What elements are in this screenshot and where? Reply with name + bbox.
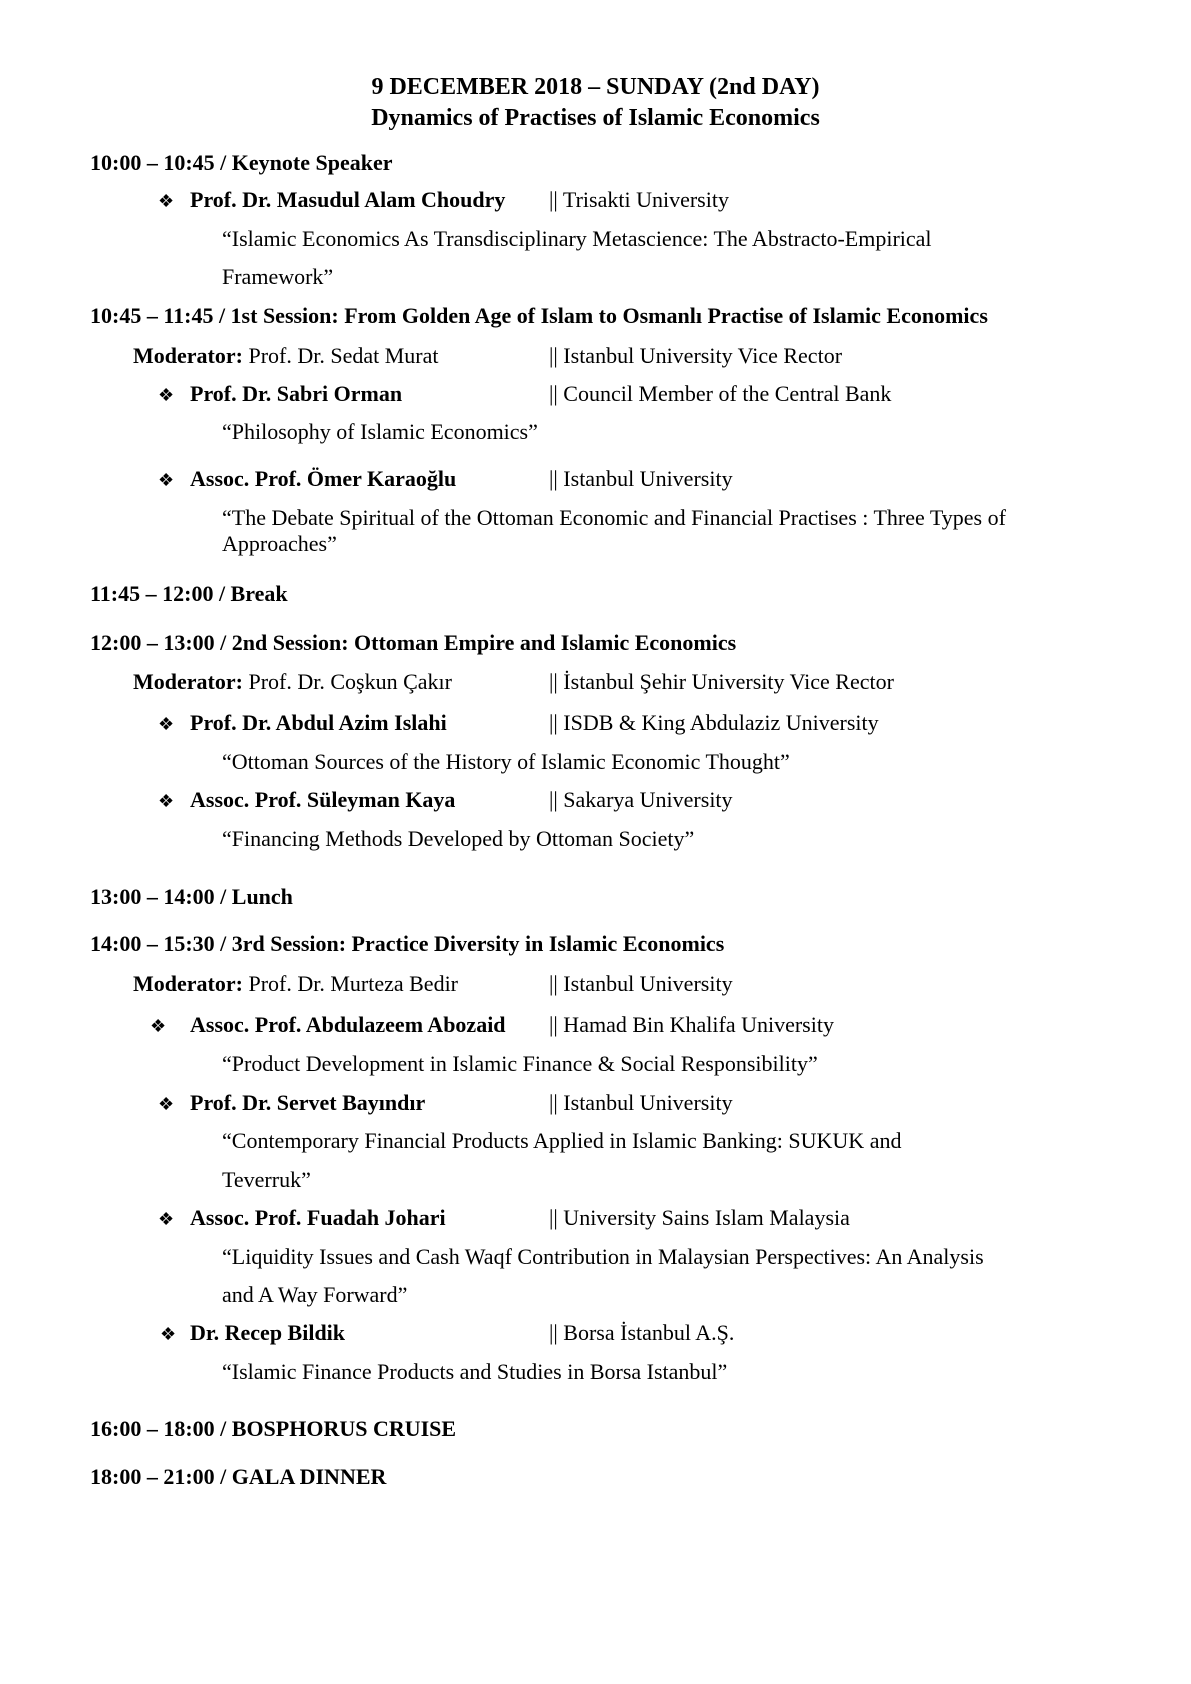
speaker-affiliation: || University Sains Islam Malaysia [549,1205,850,1230]
bullet-diamond-icon: ❖ [158,191,175,211]
speaker-affiliation: || Council Member of the Central Bank [549,381,892,406]
talk-title-continued: and A Way Forward” [222,1282,408,1307]
keynote-heading: 10:00 – 10:45 / Keynote Speaker [90,150,393,175]
speaker-name: Prof. Dr. Abdul Azim Islahi [190,710,447,735]
session3-heading: 14:00 – 15:30 / 3rd Session: Practice Diversity in Islamic Economics [90,931,725,956]
talk-title: “Liquidity Issues and Cash Waqf Contribution in Malaysian Perspectives: An Analysis [222,1244,984,1269]
speaker-name: Assoc. Prof. Abdulazeem Abozaid [190,1012,506,1037]
speaker-affiliation: || Sakarya University [549,787,733,812]
break-heading: 11:45 – 12:00 / Break [90,581,288,606]
bullet-diamond-icon: ❖ [158,1209,175,1229]
speaker-name: Assoc. Prof. Fuadah Johari [190,1205,446,1230]
talk-title: “Islamic Finance Products and Studies in Borsa Istanbul” [222,1359,728,1384]
moderator-name: Prof. Dr. Sedat Murat [242,343,439,368]
moderator-label: Moderator: [133,343,243,368]
speaker-name: Prof. Dr. Servet Bayındır [190,1090,426,1115]
talk-title-continued: Teverruk” [222,1167,311,1192]
speaker-name: Prof. Dr. Masudul Alam Choudry [190,187,506,212]
dinner-heading: 18:00 – 21:00 / GALA DINNER [90,1464,387,1489]
cruise-heading: 16:00 – 18:00 / BOSPHORUS CRUISE [90,1416,457,1441]
page-subtitle: Dynamics of Practises of Islamic Economics [371,105,820,131]
moderator-name: Prof. Dr. Murteza Bedir [242,971,459,996]
moderator-affiliation: || İstanbul Şehir University Vice Rector [549,669,894,694]
moderator-label: Moderator: [133,669,243,694]
talk-title: “Financing Methods Developed by Ottoman Society” [222,826,695,851]
speaker-affiliation: || Borsa İstanbul A.Ş. [549,1320,735,1345]
speaker-affiliation: || Hamad Bin Khalifa University [549,1012,834,1037]
talk-title: “The Debate Spiritual of the Ottoman Economic and Financial Practises : Three Types of [222,505,1006,530]
talk-title: “Product Development in Islamic Finance & Social Responsibility” [222,1051,818,1076]
talk-title: “Philosophy of Islamic Economics” [222,419,538,444]
speaker-name: Prof. Dr. Sabri Orman [190,381,403,406]
bullet-diamond-icon: ❖ [150,1016,167,1036]
moderator-line [133,343,438,369]
bullet-diamond-icon: ❖ [158,470,175,490]
bullet-diamond-icon: ❖ [158,1094,175,1114]
talk-title: “Contemporary Financial Products Applied in Islamic Banking: SUKUK and [222,1128,902,1153]
lunch-heading: 13:00 – 14:00 / Lunch [90,884,293,909]
bullet-diamond-icon: ❖ [158,385,175,405]
speaker-affiliation: || Istanbul University [549,1090,733,1115]
bullet-diamond-icon: ❖ [160,1324,177,1344]
speaker-affiliation: || ISDB & King Abdulaziz University [549,710,879,735]
moderator-affiliation: || Istanbul University [549,971,733,996]
bullet-diamond-icon: ❖ [158,714,175,734]
speaker-name: Assoc. Prof. Ömer Karaoğlu [190,466,457,491]
session1-heading: 10:45 – 11:45 / 1st Session: From Golden Age of Islam to Osmanlı Practise of Islamic Economics [90,303,988,328]
page-title: 9 DECEMBER 2018 – SUNDAY (2nd DAY) [371,74,820,100]
talk-title-continued: Framework” [222,264,334,289]
speaker-affiliation: || Istanbul University [549,466,733,491]
speaker-name: Assoc. Prof. Süleyman Kaya [190,787,456,812]
speaker-affiliation: || Trisakti University [549,187,729,212]
moderator-label: Moderator: [133,971,243,996]
moderator-name: Prof. Dr. Coşkun Çakır [242,669,452,694]
bullet-diamond-icon: ❖ [158,791,175,811]
talk-title-continued: Approaches” [222,531,337,556]
session2-heading: 12:00 – 13:00 / 2nd Session: Ottoman Empire and Islamic Economics [90,630,737,655]
moderator-line [133,971,458,997]
talk-title: “Islamic Economics As Transdisciplinary Metascience: The Abstracto-Empirical [222,226,932,251]
talk-title: “Ottoman Sources of the History of Islamic Economic Thought” [222,749,790,774]
speaker-name: Dr. Recep Bildik [190,1320,346,1345]
moderator-affiliation: || Istanbul University Vice Rector [549,343,843,368]
moderator-line [133,669,452,695]
